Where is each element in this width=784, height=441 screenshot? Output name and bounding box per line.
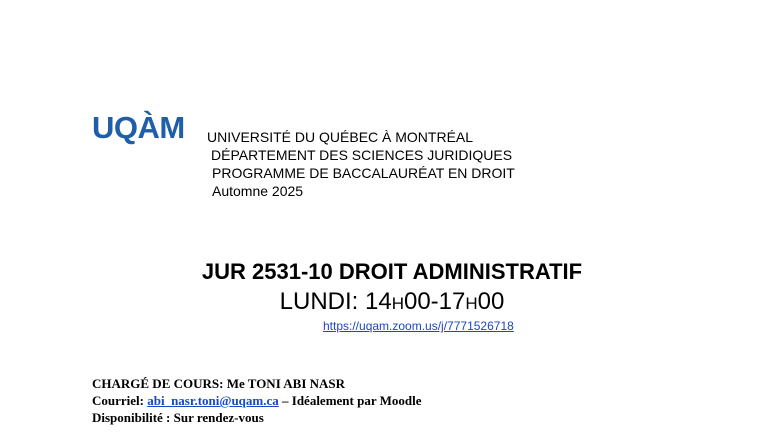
uqam-logo: UQÀM <box>92 110 185 145</box>
department-name: DÉPARTEMENT DES SCIENCES JURIDIQUES <box>211 147 513 163</box>
email-label: Courriel: <box>92 393 148 408</box>
course-title: JUR 2531-10 DROIT ADMINISTRATIF <box>201 259 583 284</box>
schedule-day: LUNDI: 14 <box>279 288 392 315</box>
email-line <box>92 394 422 407</box>
availability-line: Disponibilité : Sur rendez-vous <box>92 410 264 425</box>
instructor-line: CHARGÉ DE COURS: Me TONI ABI NASR <box>92 376 346 391</box>
program-name: PROGRAMME DE BACCALAURÉAT EN DROIT <box>212 165 515 181</box>
email-note: – Idéalement par Moodle <box>278 393 422 408</box>
university-name: UNIVERSITÉ DU QUÉBEC À MONTRÉAL <box>207 129 474 145</box>
schedule-m2: 00 <box>477 288 505 315</box>
schedule-m1: 00-17 <box>403 288 466 315</box>
zoom-link[interactable]: https://uqam.zoom.us/j/7771526718 <box>323 319 514 333</box>
course-schedule <box>0 290 784 314</box>
schedule-h1: h <box>391 288 404 315</box>
schedule-h2: h <box>465 288 478 315</box>
email-link[interactable]: abi_nasr.toni@uqam.ca <box>147 393 279 408</box>
term: Automne 2025 <box>212 183 304 199</box>
